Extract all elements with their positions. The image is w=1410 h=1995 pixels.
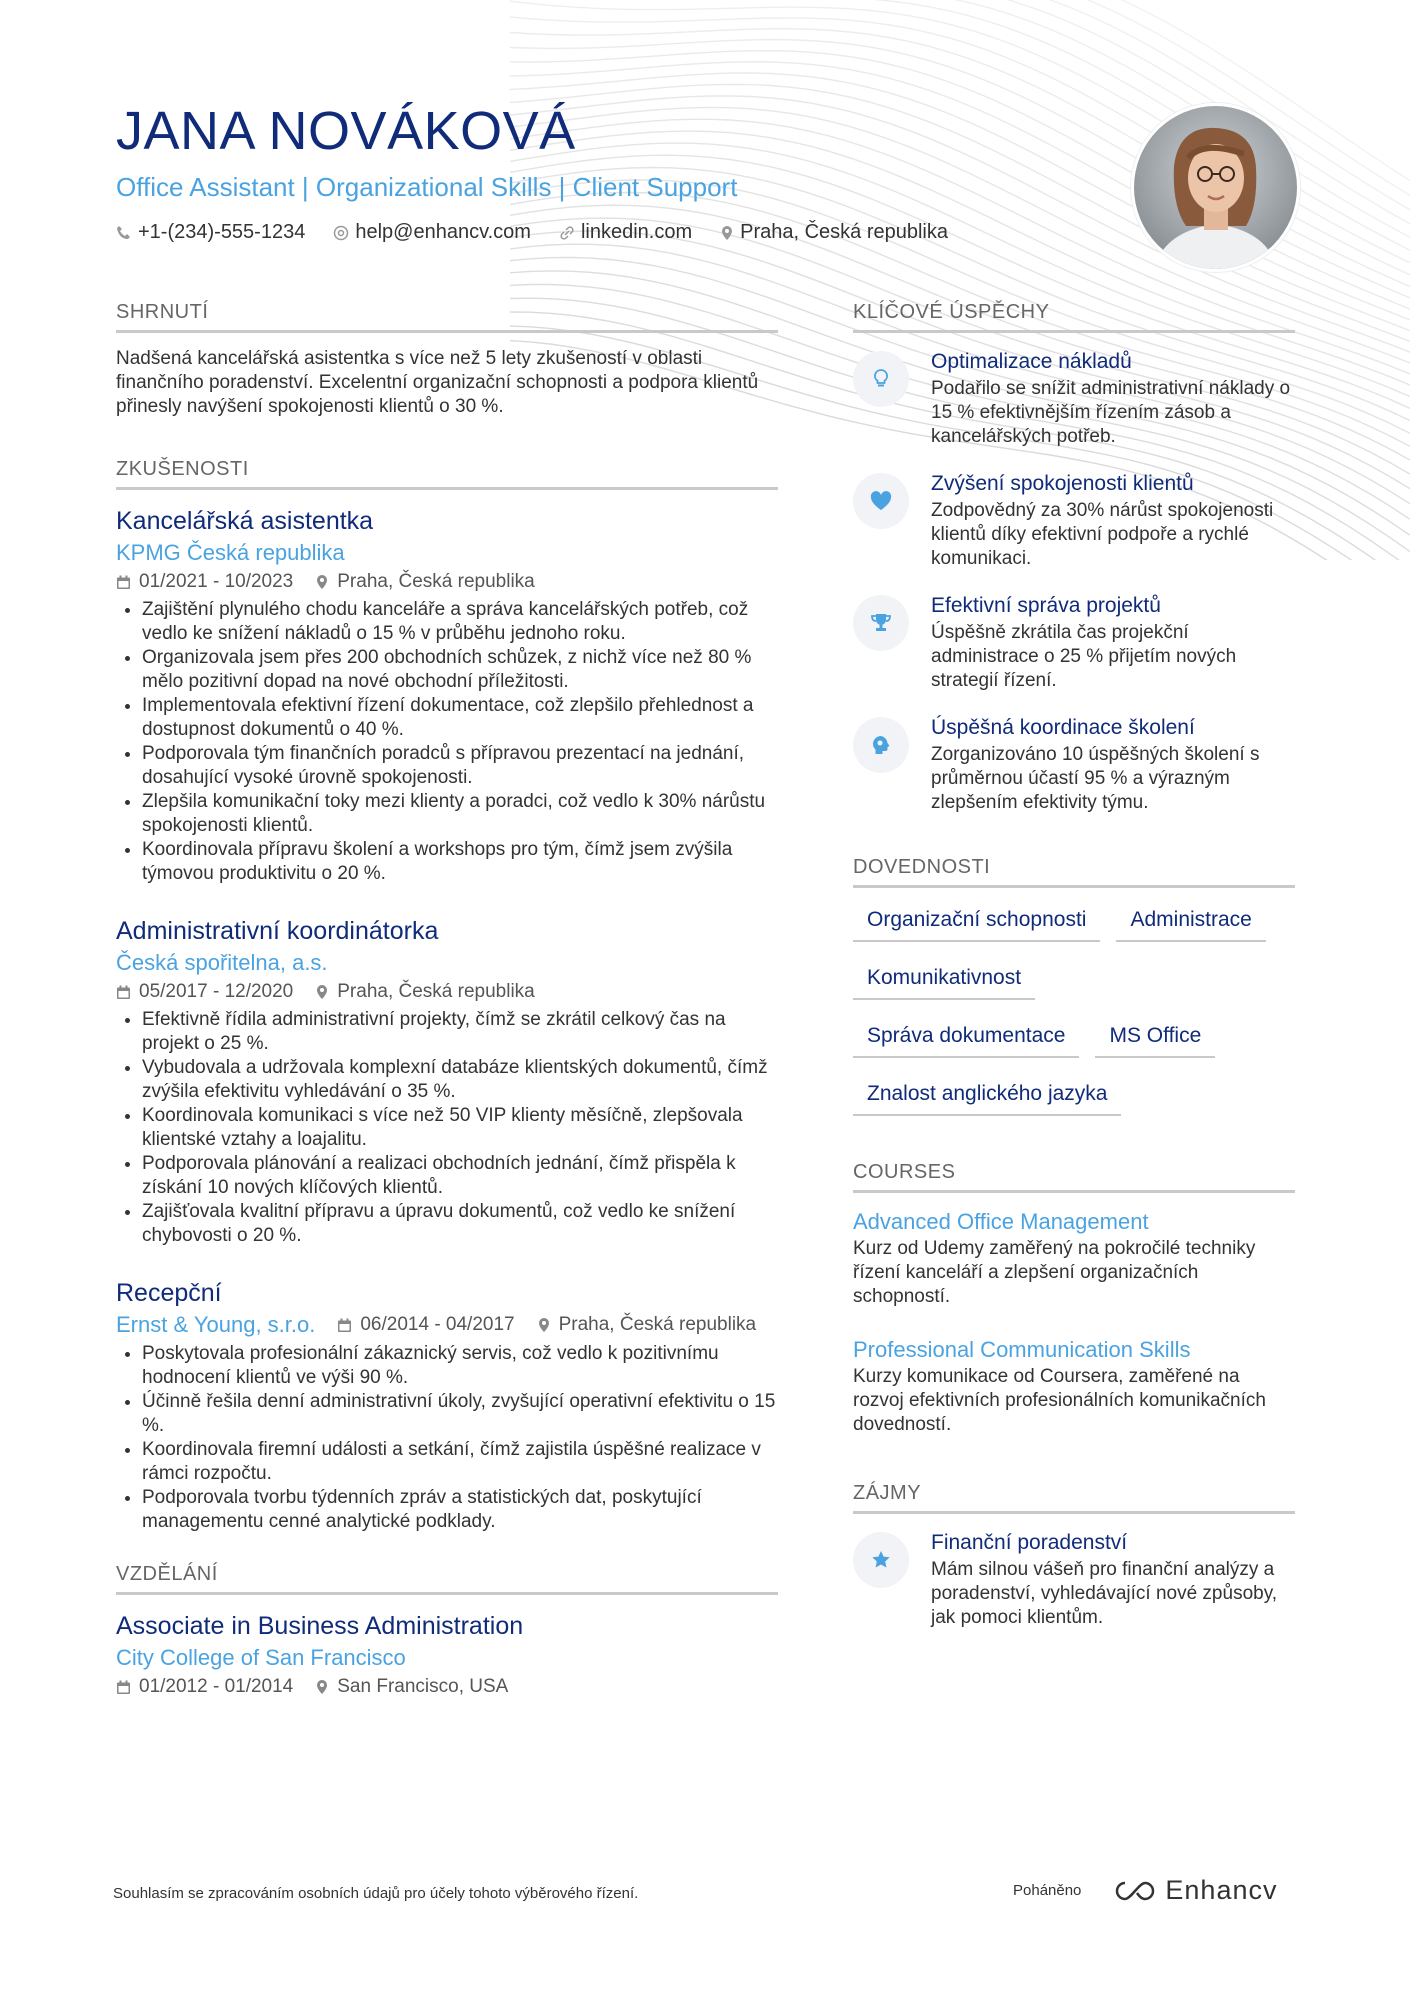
job-entry bbox=[116, 914, 778, 1248]
infinity-icon bbox=[1111, 1878, 1159, 1904]
powered-by-label: Poháněno bbox=[1013, 1882, 1082, 1899]
achievement-item bbox=[853, 347, 1295, 449]
achievement-title: Optimalizace nákladů bbox=[931, 350, 1132, 373]
job-title: Kancelářská asistentka bbox=[116, 507, 374, 535]
contact-location bbox=[720, 221, 948, 244]
list-item: • Efektivně řídila administrativní projekty, čímž se zkrátil celkový čas na projekt o 25 %. bbox=[142, 1008, 778, 1056]
job-dates: 05/2017 - 12/2020 bbox=[139, 981, 294, 1002]
job-entry bbox=[116, 504, 778, 886]
contact-linkedin[interactable] bbox=[559, 221, 692, 244]
candidate-title: Office Assistant | Organizational Skills | Client Support bbox=[116, 172, 738, 202]
lightbulb-icon bbox=[853, 351, 909, 407]
contact-email[interactable] bbox=[333, 221, 531, 244]
interest-desc: Mám silnou vášeň pro finanční analýzy a poradenství, vyhledávající nové způsoby, jak pomoci klientům. bbox=[931, 1559, 1278, 1628]
job-company: Česká spořitelna, a.s. bbox=[116, 950, 328, 975]
experience-heading: ZKUŠENOSTI bbox=[116, 457, 778, 490]
achievements-heading: KLÍČOVÉ ÚSPĚCHY bbox=[853, 300, 1295, 333]
calendar-icon bbox=[337, 1318, 352, 1333]
skill-tag: Administrace bbox=[1116, 902, 1265, 942]
job-location: Praha, Česká republika bbox=[337, 571, 535, 592]
course-title: Advanced Office Management bbox=[853, 1209, 1149, 1234]
job-meta bbox=[116, 978, 778, 1006]
achievement-title: Zvýšení spokojenosti klientů bbox=[931, 472, 1194, 495]
consent-text: Souhlasím se zpracováním osobních údajů pro účely tohoto výběrového řízení. bbox=[113, 1885, 639, 1902]
calendar-icon bbox=[116, 1680, 131, 1695]
education-entry bbox=[116, 1609, 778, 1701]
courses-heading: COURSES bbox=[853, 1160, 1295, 1193]
education-heading: VZDĚLÁNÍ bbox=[116, 1562, 778, 1595]
summary-heading: SHRNUTÍ bbox=[116, 300, 778, 333]
brand-name: Enhancv bbox=[1165, 1875, 1278, 1905]
star-icon bbox=[853, 1532, 909, 1588]
location-text: Praha, Česká republika bbox=[740, 221, 948, 243]
contact-row bbox=[116, 221, 948, 244]
job-entry bbox=[116, 1276, 778, 1534]
list-item: • Implementovala efektivní řízení dokumentace, což zlepšilo přehlednost a dostupnost dokumentů o 40 %. bbox=[142, 694, 778, 742]
job-meta bbox=[116, 1310, 778, 1340]
interest-title: Finanční poradenství bbox=[931, 1531, 1128, 1554]
skill-tag: Znalost anglického jazyka bbox=[853, 1076, 1121, 1116]
location-icon bbox=[315, 574, 329, 590]
job-bullets bbox=[116, 1008, 778, 1248]
skills-heading: DOVEDNOSTI bbox=[853, 855, 1295, 888]
job-title: Administrativní koordinátorka bbox=[116, 917, 439, 945]
job-location: Praha, Česká republika bbox=[337, 981, 535, 1002]
education-meta bbox=[116, 1673, 778, 1701]
job-bullets bbox=[116, 598, 778, 886]
achievement-desc: Úspěšně zkrátila čas projekční administrace o 25 % přijetím nových strategií řízení. bbox=[931, 622, 1237, 691]
achievement-desc: Podařilo se snížit administrativní náklady o 15 % efektivnějším řízením zásob a kancelářských potřeb. bbox=[931, 378, 1291, 447]
job-title: Recepční bbox=[116, 1279, 222, 1307]
achievement-desc: Zorganizováno 10 úspěšných školení s průměrnou účastí 95 % a výrazným zlepšením efektivity týmu. bbox=[931, 744, 1260, 813]
list-item: • Koordinovala přípravu školení a workshops pro tým, čímž jsem zvýšila týmovou produktivitu o 20 %. bbox=[142, 838, 778, 886]
course-item bbox=[853, 1207, 1295, 1309]
achievement-title: Úspěšná koordinace školení bbox=[931, 716, 1195, 739]
location-icon bbox=[720, 225, 734, 241]
at-icon bbox=[333, 225, 349, 241]
enhancv-logo[interactable] bbox=[1111, 1875, 1277, 1906]
job-dates: 01/2021 - 10/2023 bbox=[139, 571, 294, 592]
left-column bbox=[116, 300, 778, 1729]
profile-photo bbox=[1131, 103, 1300, 272]
course-item bbox=[853, 1335, 1295, 1437]
calendar-icon bbox=[116, 575, 131, 590]
trophy-icon bbox=[853, 595, 909, 651]
list-item: • Organizovala jsem přes 200 obchodních schůzek, z nichž více než 80 % mělo pozitivní dopad na nové obchodní příležitosti. bbox=[142, 646, 778, 694]
achievement-item bbox=[853, 469, 1295, 571]
email-text: help@enhancv.com bbox=[355, 221, 531, 243]
phone-text: +1-(234)-555-1234 bbox=[138, 221, 306, 243]
education-location: San Francisco, USA bbox=[337, 1676, 509, 1697]
list-item: • Účinně řešila denní administrativní úkoly, zvyšující operativní efektivitu o 15 %. bbox=[142, 1390, 778, 1438]
list-item: • Koordinovala komunikaci s více než 50 VIP klienty měsíčně, zlepšovala klientské vztahy a loajalitu. bbox=[142, 1104, 778, 1152]
degree-title: Associate in Business Administration bbox=[116, 1612, 524, 1640]
job-bullets bbox=[116, 1342, 778, 1534]
location-icon bbox=[537, 1317, 551, 1333]
achievement-item bbox=[853, 713, 1295, 815]
list-item: • Zajištění plynulého chodu kanceláře a správa kancelářských potřeb, což vedlo ke snížení nákladů o 15 % v průběhu jednoho roku. bbox=[142, 598, 778, 646]
location-icon bbox=[315, 1679, 329, 1695]
list-item: • Koordinovala firemní události a setkání, čímž zajistila úspěšné realizace v rámci rozpočtu. bbox=[142, 1438, 778, 1486]
list-item: • Poskytovala profesionální zákaznický servis, což vedlo k pozitivnímu hodnocení klientů ve výši 90 %. bbox=[142, 1342, 778, 1390]
job-company: Ernst & Young, s.r.o. bbox=[116, 1312, 316, 1337]
list-item: • Podporovala tým finančních poradců s přípravou prezentací na jednání, dosahující vysoké úrovně spokojenosti. bbox=[142, 742, 778, 790]
linkedin-text: linkedin.com bbox=[580, 221, 693, 243]
list-item: • Podporovala plánování a realizaci obchodních jednání, čímž přispěla k získání 10 nových klíčových klientů. bbox=[142, 1152, 778, 1200]
job-meta bbox=[116, 568, 778, 596]
achievement-item bbox=[853, 591, 1295, 693]
list-item: • Zajišťovala kvalitní přípravu a úpravu dokumentů, což vedlo ke snížení chybovosti o 20 %. bbox=[142, 1200, 778, 1248]
education-dates: 01/2012 - 01/2014 bbox=[139, 1676, 294, 1697]
list-item: • Vybudovala a udržovala komplexní databáze klientských dokumentů, čímž zvýšila efektivitu vyhledávání o 35 %. bbox=[142, 1056, 778, 1104]
school-name: City College of San Francisco bbox=[116, 1645, 406, 1670]
link-icon bbox=[559, 225, 575, 241]
brain-icon bbox=[853, 717, 909, 773]
location-icon bbox=[315, 984, 329, 1000]
right-column bbox=[853, 300, 1295, 1650]
achievement-title: Efektivní správa projektů bbox=[931, 594, 1161, 617]
achievement-desc: Zodpovědný za 30% nárůst spokojenosti klientů díky efektivní podpoře a rychlé komunikaci. bbox=[931, 500, 1274, 569]
candidate-name: JANA NOVÁKOVÁ bbox=[116, 101, 576, 161]
footer-branding bbox=[1013, 1875, 1277, 1906]
course-desc: Kurzy komunikace od Coursera, zaměřené na rozvoj efektivních profesionálních komunikačních dovedností. bbox=[853, 1366, 1266, 1435]
heart-icon bbox=[853, 473, 909, 529]
phone-icon bbox=[116, 225, 132, 241]
job-company: KPMG Česká republika bbox=[116, 540, 345, 565]
resume-header bbox=[116, 95, 948, 244]
contact-phone[interactable] bbox=[116, 221, 305, 244]
interest-item bbox=[853, 1528, 1295, 1630]
job-location: Praha, Česká republika bbox=[558, 1314, 757, 1335]
skill-tag: Organizační schopnosti bbox=[853, 902, 1100, 942]
skill-tag: MS Office bbox=[1095, 1018, 1215, 1058]
interests-heading: ZÁJMY bbox=[853, 1481, 1295, 1514]
skill-tag: Komunikativnost bbox=[853, 960, 1035, 1000]
list-item: • Podporovala tvorbu týdenních zpráv a statistických dat, poskytující managementu cenné analytické podklady. bbox=[142, 1486, 778, 1534]
summary-text: Nadšená kancelářská asistentka s více než 5 lety zkušeností v oblasti finančního poradenství. Excelentní organizační schopnosti a podpora klientů přinesly navýšení spokojenosti klientů o 30 %. bbox=[116, 348, 759, 417]
list-item: • Zlepšila komunikační toky mezi klienty a poradci, což vedlo k 30% nárůstu spokojenosti klientů. bbox=[142, 790, 778, 838]
skills-list bbox=[853, 902, 1295, 1116]
calendar-icon bbox=[116, 985, 131, 1000]
course-title: Professional Communication Skills bbox=[853, 1337, 1191, 1362]
course-desc: Kurz od Udemy zaměřený na pokročilé techniky řízení kanceláří a zlepšení organizačních schopností. bbox=[853, 1238, 1256, 1307]
job-dates: 06/2014 - 04/2017 bbox=[360, 1314, 515, 1335]
skill-tag: Správa dokumentace bbox=[853, 1018, 1079, 1058]
